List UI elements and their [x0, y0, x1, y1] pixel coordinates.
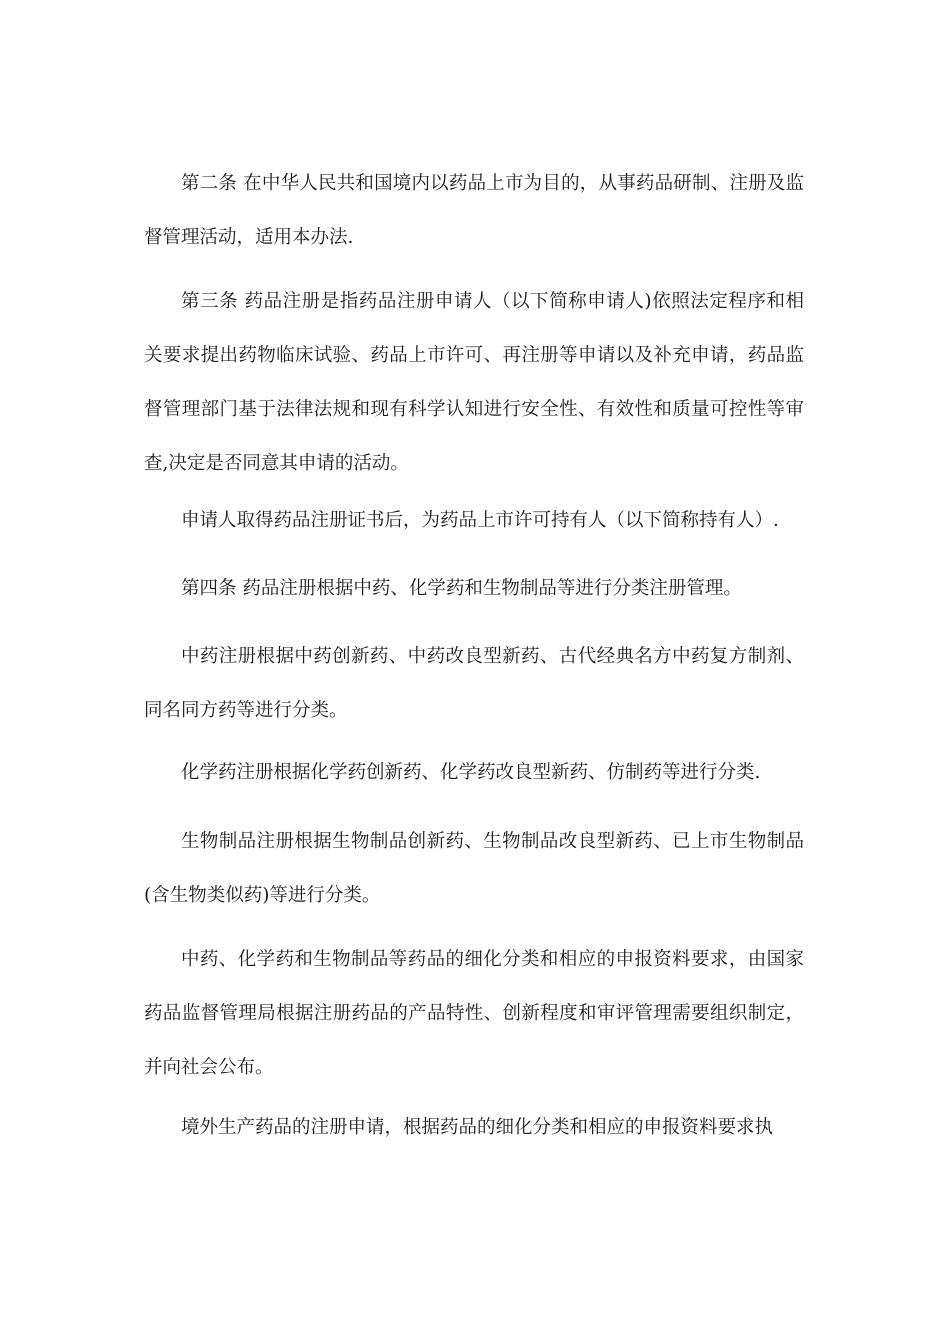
- paragraph-biological-classification: 生物制品注册根据生物制品创新药、生物制品改良型新药、已上市生物制品(含生物类似药)等进行分类。: [144, 831, 804, 906]
- paragraph-article-3: 第三条 药品注册是指药品注册申请人（以下简称申请人)依照法定程序和相关要求提出药物临床试验、药品上市许可、再注册等申请以及补充申请，药品监督管理部门基于法律法规和现有科学认知进行安全性、有效性和质量可控性等审查,决定是否同意其申请的活动。: [144, 291, 804, 474]
- paragraph-chemical-classification: 化学药注册根据化学药创新药、化学药改良型新药、仿制药等进行分类.: [181, 762, 761, 783]
- paragraph-article-2: 第二条 在中华人民共和国境内以药品上市为目的，从事药品研制、注册及监督管理活动，适用本办法.: [144, 173, 804, 248]
- paragraph-overseas-registration: 境外生产药品的注册申请，根据药品的细化分类和相应的申报资料要求执: [181, 1117, 774, 1138]
- paragraph-holder-definition: 申请人取得药品注册证书后，为药品上市许可持有人（以下简称持有人）.: [181, 510, 779, 531]
- paragraph-article-4: 第四条 药品注册根据中药、化学药和生物制品等进行分类注册管理。: [181, 578, 742, 599]
- paragraph-tcm-classification: 中药注册根据中药创新药、中药改良型新药、古代经典名方中药复方制剂、同名同方药等进行分类。: [144, 646, 804, 721]
- paragraph-detailed-classification: 中药、化学药和生物制品等药品的细化分类和相应的申报资料要求，由国家药品监督管理局根据注册药品的产品特性、创新程度和审评管理需要组织制定，并向社会公布。: [144, 949, 804, 1078]
